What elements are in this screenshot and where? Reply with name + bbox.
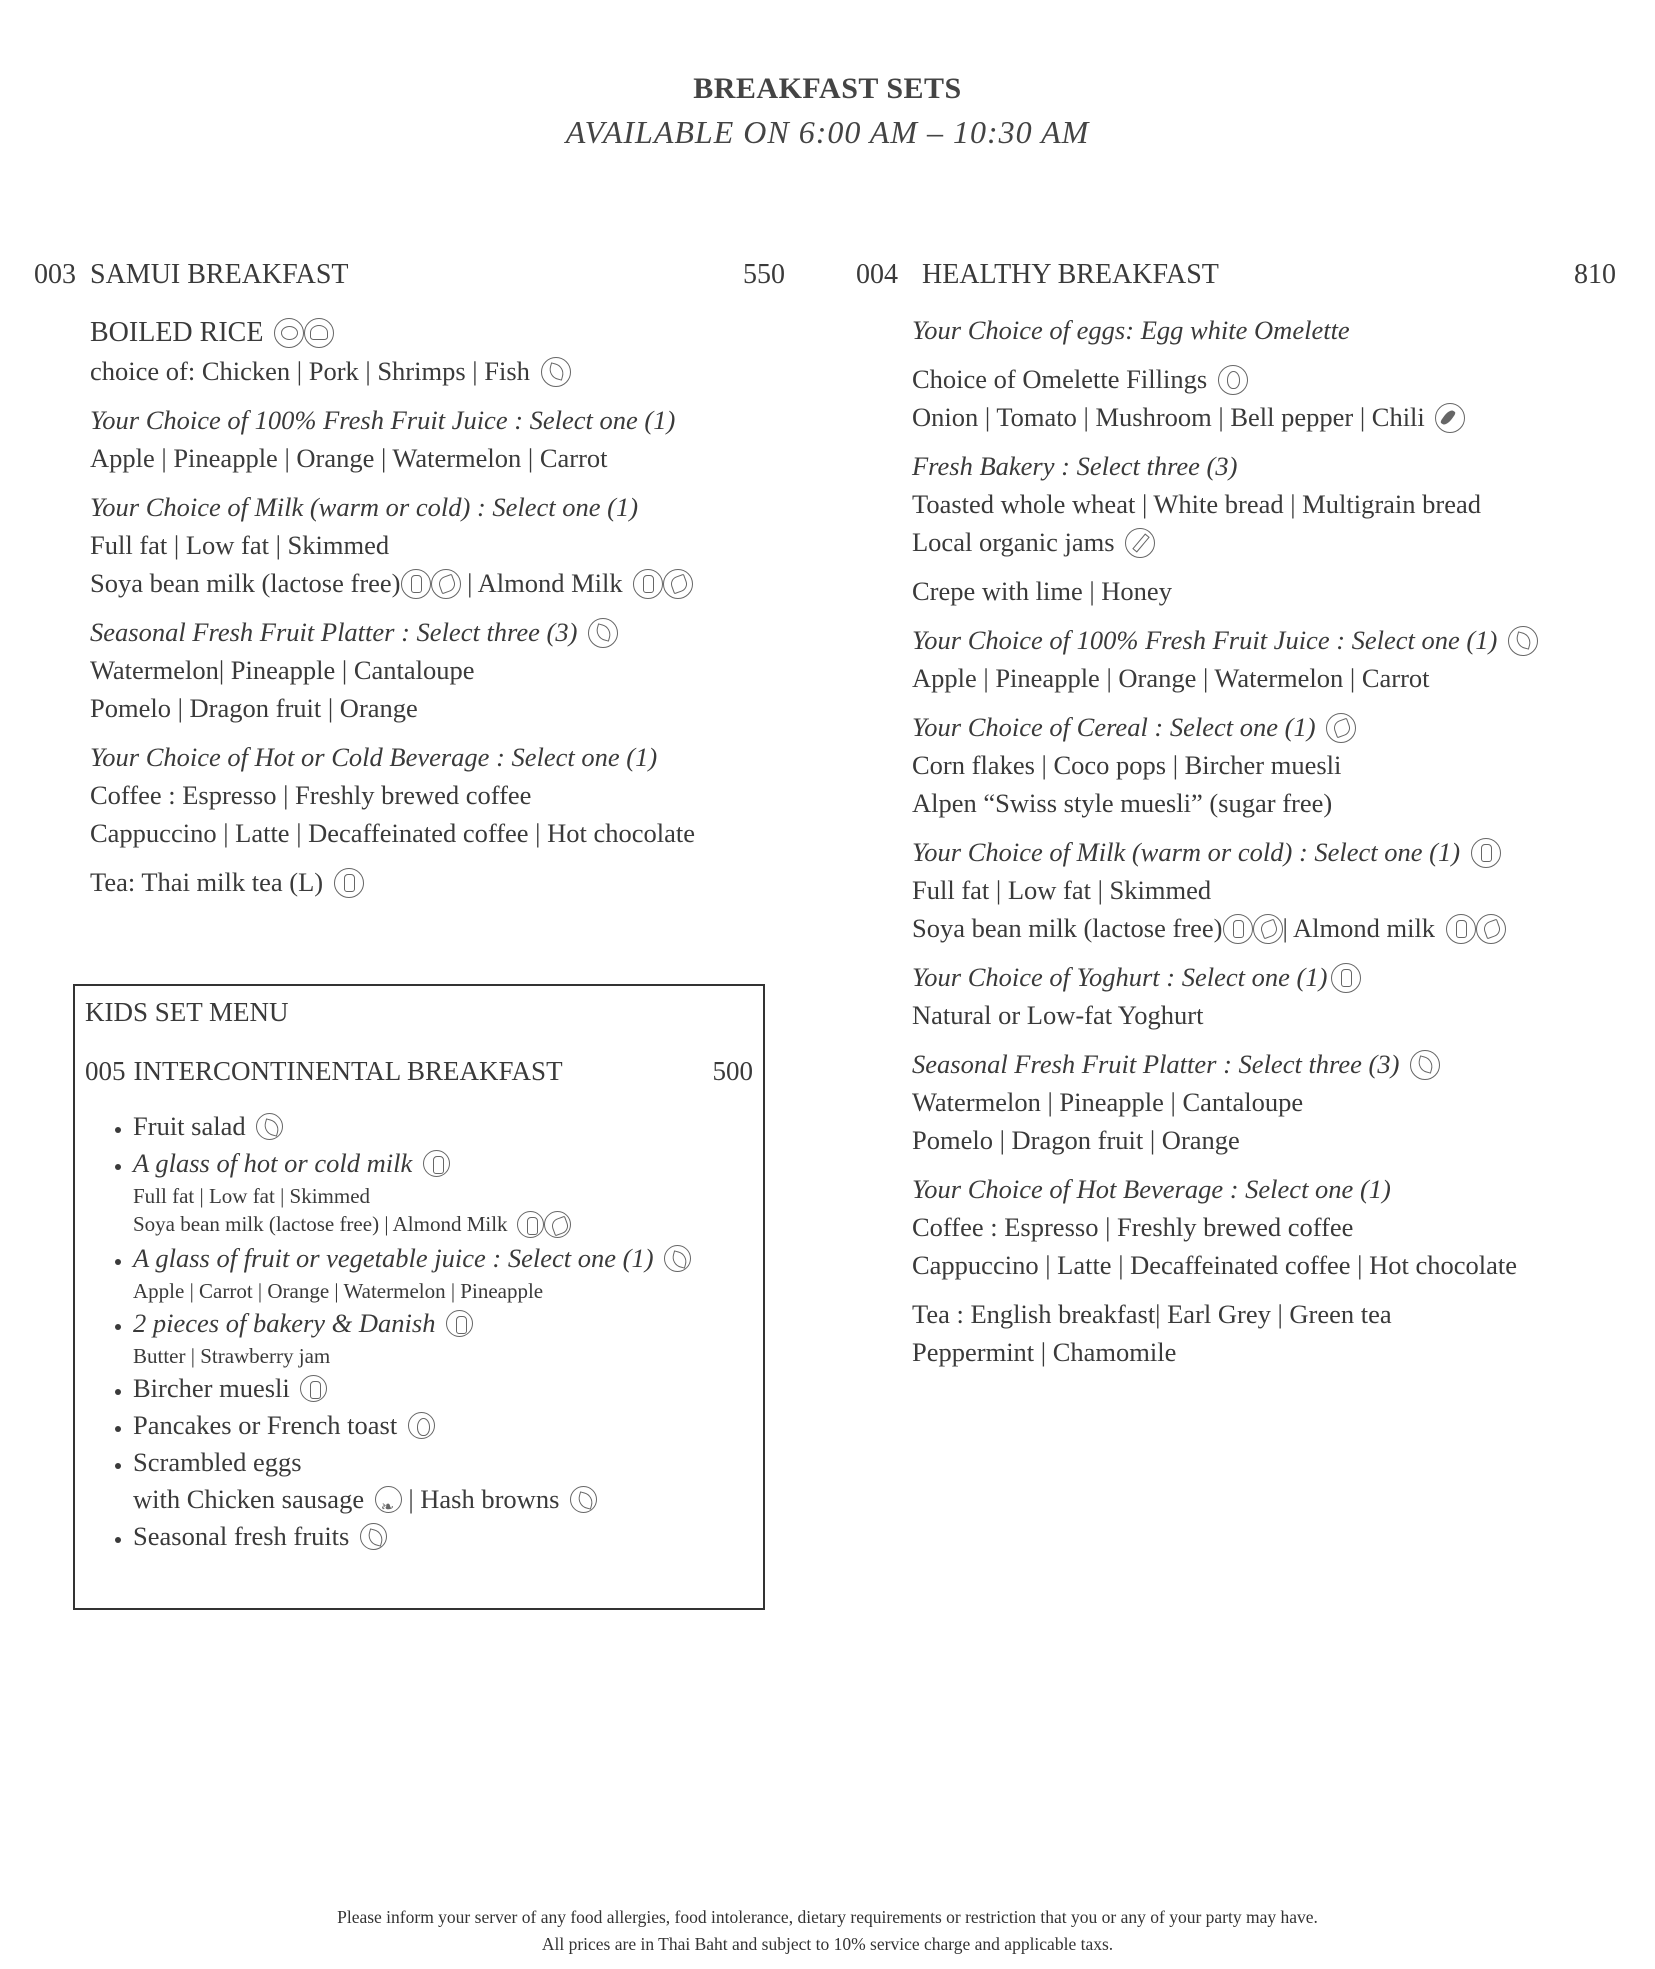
kids-set-menu-box: [73, 984, 765, 1610]
bakery-title: Fresh Bakery : Select three (3): [912, 451, 1238, 481]
kids-item-header: [85, 1053, 753, 1090]
soya-milk-label: Soya bean milk (lactose free): [912, 913, 1223, 943]
beverage-title: Your Choice of Hot Beverage : Select one (1): [912, 1174, 1391, 1204]
bottle-icon: [334, 868, 364, 898]
milk-options-2: Soya bean milk (lactose free) | Almond Milk: [133, 1212, 508, 1236]
egg-icon: [408, 1412, 435, 1439]
beverage-title: Your Choice of Hot or Cold Beverage : Select one (1): [90, 742, 658, 772]
almond-milk-label: | Almond milk: [1282, 913, 1436, 943]
pancakes-label: Pancakes or French toast: [133, 1409, 398, 1440]
item-price: 500: [712, 1056, 753, 1086]
boiled-rice-block: [34, 313, 784, 390]
healthy-breakfast-section: [856, 255, 1616, 1382]
list-item: [133, 1370, 753, 1407]
beverage-options-2: Cappuccino | Latte | Decaffeinated coffee | Hot chocolate: [912, 1250, 1518, 1280]
bottle-icon: [1446, 914, 1476, 944]
cereal-options-2: Alpen “Swiss style muesli” (sugar free): [912, 788, 1333, 818]
item-number: 003: [34, 259, 76, 290]
item-price: 550: [743, 259, 785, 290]
wheat-icon: [663, 569, 693, 599]
juice-title: A glass of fruit or vegetable juice : Select one (1): [133, 1242, 654, 1273]
item-number: 004: [856, 259, 898, 290]
juice-title: Your Choice of 100% Fresh Fruit Juice : Select one (1): [912, 625, 1498, 655]
bottle-icon: [633, 569, 663, 599]
milk-options: Full fat | Low fat | Skimmed: [133, 1184, 371, 1208]
samui-beverage-block: [34, 738, 784, 852]
healthy-fillings-block: [856, 360, 1616, 436]
juice-options: Apple | Pineapple | Orange | Watermelon | Carrot: [912, 663, 1430, 693]
bottle-icon: [423, 1150, 450, 1177]
crepe-label: Crepe with lime | Honey: [912, 576, 1172, 606]
yoghurt-title: Your Choice of Yoghurt : Select one (1): [912, 962, 1328, 992]
fillings-options: Onion | Tomato | Mushroom | Bell pepper | Chili: [912, 402, 1425, 432]
platter-title: Seasonal Fresh Fruit Platter : Select three (3): [912, 1049, 1400, 1079]
beverage-options-1: Coffee : Espresso | Freshly brewed coffee: [912, 1212, 1354, 1242]
list-item: [133, 1240, 753, 1305]
item-name: INTERCONTINENTAL BREAKFAST: [133, 1056, 563, 1086]
cereal-options-1: Corn flakes | Coco pops | Bircher muesli: [912, 750, 1342, 780]
eggs-with-label: with Chicken sausage: [133, 1483, 365, 1514]
halal-icon: [375, 1486, 402, 1513]
milk-title: Your Choice of Milk (warm or cold) : Select one (1): [90, 492, 639, 522]
fruits-label: Seasonal fresh fruits: [133, 1520, 350, 1551]
footer-notice: [0, 1904, 1655, 1958]
list-item: [133, 1145, 753, 1240]
healthy-platter-block: [856, 1045, 1616, 1159]
boiled-rice-title: BOILED RICE: [90, 317, 264, 348]
tea-options-1: Tea : English breakfast| Earl Grey | Green tea: [912, 1299, 1392, 1329]
leaf-icon: [256, 1113, 283, 1140]
item-name: HEALTHY BREAKFAST: [922, 259, 1219, 290]
yoghurt-options: Natural or Low-fat Yoghurt: [912, 1000, 1204, 1030]
samui-milk-block: [34, 488, 784, 602]
page-header: [0, 72, 1655, 151]
bottle-icon: [1331, 963, 1361, 993]
fruit-salad-label: Fruit salad: [133, 1111, 246, 1141]
milk-options: Full fat | Low fat | Skimmed: [912, 875, 1212, 905]
kids-items-list: [85, 1108, 753, 1555]
bottle-icon: [1223, 914, 1253, 944]
item-price: 810: [1574, 259, 1616, 290]
tea-options-2: Peppermint | Chamomile: [912, 1337, 1177, 1367]
kids-menu-title: KIDS SET MENU: [85, 997, 289, 1027]
platter-options-1: Watermelon | Pineapple | Cantaloupe: [912, 1087, 1304, 1117]
list-item: [133, 1305, 753, 1370]
leaf-icon: [1508, 626, 1538, 656]
samui-juice-block: [34, 401, 784, 477]
list-item: [133, 1108, 753, 1145]
healthy-milk-block: [856, 833, 1616, 947]
beverage-options-1: Coffee : Espresso | Freshly brewed coffee: [90, 780, 532, 810]
allergy-notice: Please inform your server of any food allergies, food intolerance, dietary requirements or restriction that you or any of your party may have.: [337, 1907, 1318, 1927]
page-title: BREAKFAST SETS: [693, 72, 962, 105]
chili-icon: [1435, 403, 1465, 433]
milk-title: Your Choice of Milk (warm or cold) : Select one (1): [912, 837, 1461, 867]
leaf-icon: [570, 1486, 597, 1513]
list-item: [133, 1407, 753, 1444]
wheat-icon: [1326, 713, 1356, 743]
healthy-yoghurt-block: [856, 958, 1616, 1034]
almond-milk-label: | Almond Milk: [467, 568, 623, 598]
healthy-tea-block: [856, 1295, 1616, 1371]
bottle-icon: [401, 569, 431, 599]
fillings-title: Choice of Omelette Fillings: [912, 364, 1208, 394]
juice-options: Apple | Pineapple | Orange | Watermelon | Carrot: [90, 443, 608, 473]
boiled-rice-choice: choice of: Chicken | Pork | Shrimps | Fish: [90, 356, 530, 386]
samui-breakfast-header: [34, 255, 784, 295]
healthy-bakery-block: [856, 447, 1616, 561]
wheat-icon: [431, 569, 461, 599]
eggs-label: Scrambled eggs: [133, 1446, 302, 1477]
list-item: [133, 1518, 753, 1555]
tea-label: Tea: Thai milk tea (L): [90, 867, 324, 897]
wheat-icon: [1253, 914, 1283, 944]
milk-title: A glass of hot or cold milk: [133, 1148, 413, 1178]
platter-options-1: Watermelon| Pineapple | Cantaloupe: [90, 655, 475, 685]
cereal-title: Your Choice of Cereal : Select one (1): [912, 712, 1316, 742]
healthy-cereal-block: [856, 708, 1616, 822]
muesli-label: Bircher muesli: [133, 1372, 290, 1403]
soya-milk-label: Soya bean milk (lactose free): [90, 568, 401, 598]
healthy-breakfast-header: [856, 255, 1616, 295]
jams-label: Local organic jams: [912, 527, 1115, 557]
beverage-options-2: Cappuccino | Latte | Decaffeinated coffee | Hot chocolate: [90, 818, 696, 848]
page-subtitle: AVAILABLE ON 6:00 AM – 10:30 AM: [565, 114, 1090, 150]
bottle-icon: [300, 1375, 327, 1402]
bottle-icon: [446, 1310, 473, 1337]
leaf-icon: [360, 1523, 387, 1550]
leaf-icon: [664, 1245, 691, 1272]
pig-icon: [274, 318, 304, 348]
bottle-icon: [517, 1211, 544, 1238]
price-notice: All prices are in Thai Baht and subject to 10% service charge and applicable taxs.: [541, 1934, 1114, 1954]
hash-browns-label: | Hash browns: [408, 1483, 560, 1514]
item-number: 005: [85, 1056, 126, 1086]
milk-options: Full fat | Low fat | Skimmed: [90, 530, 390, 560]
wheat-icon: [544, 1211, 571, 1238]
egg-icon: [1218, 365, 1248, 395]
shellfish-icon: [304, 318, 334, 348]
eggs-title: Your Choice of eggs: Egg white Omelette: [912, 315, 1350, 345]
bakery-options: Toasted whole wheat | White bread | Multigrain bread: [912, 489, 1481, 519]
list-item: [133, 1444, 753, 1518]
juice-options: Apple | Carrot | Orange | Watermelon | Pineapple: [133, 1278, 544, 1303]
samui-breakfast-section: [34, 255, 784, 912]
leaf-icon: [588, 618, 618, 648]
bakery-title: 2 pieces of bakery & Danish: [133, 1307, 436, 1338]
healthy-eggs-block: [856, 311, 1616, 349]
samui-platter-block: [34, 613, 784, 727]
item-name: SAMUI BREAKFAST: [90, 259, 349, 290]
wheat-icon: [1476, 914, 1506, 944]
pen-icon: [1125, 528, 1155, 558]
platter-options-2: Pomelo | Dragon fruit | Orange: [90, 693, 418, 723]
healthy-juice-block: [856, 621, 1616, 697]
platter-title: Seasonal Fresh Fruit Platter : Select three (3): [90, 617, 578, 647]
platter-options-2: Pomelo | Dragon fruit | Orange: [912, 1125, 1240, 1155]
leaf-icon: [541, 357, 571, 387]
bottle-icon: [1471, 838, 1501, 868]
leaf-icon: [1410, 1050, 1440, 1080]
bakery-options: Butter | Strawberry jam: [133, 1343, 331, 1368]
juice-title: Your Choice of 100% Fresh Fruit Juice : Select one (1): [90, 405, 676, 435]
samui-tea-block: [34, 863, 784, 901]
healthy-crepe-block: [856, 572, 1616, 610]
healthy-beverage-block: [856, 1170, 1616, 1284]
